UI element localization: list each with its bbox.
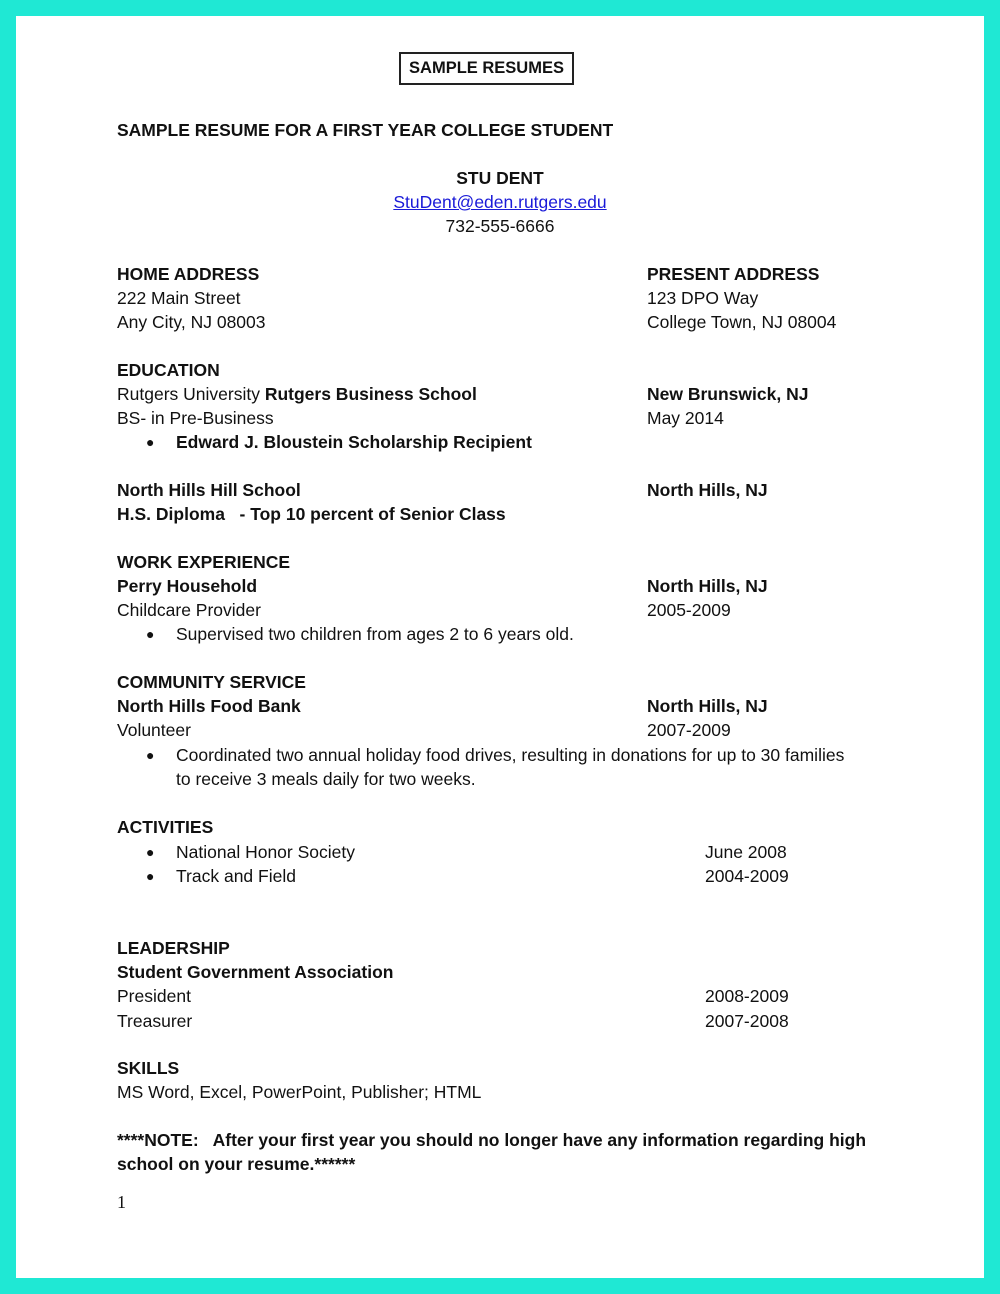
phone-number: 732-555-6666 <box>445 216 555 236</box>
leadership-role: President <box>117 986 191 1006</box>
sample-resumes-title: SAMPLE RESUMES <box>399 52 574 85</box>
activity-name: Track and Field <box>176 866 296 886</box>
present-address-line2: College Town, NJ 08004 <box>647 312 837 332</box>
activity-name: National Honor Society <box>176 842 355 862</box>
bullet-icon: ● <box>146 434 155 450</box>
note-line2: school on your resume.****** <box>117 1154 356 1174</box>
degree: BS- in Pre-Business <box>117 408 274 428</box>
present-address-line1: 123 DPO Way <box>647 288 759 308</box>
work-dates: 2005-2009 <box>647 600 731 620</box>
university-name: Rutgers University <box>117 384 265 404</box>
work-role: Childcare Provider <box>117 600 261 620</box>
education-heading: EDUCATION <box>117 360 220 380</box>
leadership-dates: 2007-2008 <box>705 1011 789 1031</box>
bullet-icon: ● <box>146 868 155 884</box>
home-address-line2: Any City, NJ 08003 <box>117 312 266 332</box>
high-school-location: North Hills, NJ <box>647 480 768 500</box>
community-role: Volunteer <box>117 720 191 740</box>
high-school-diploma: H.S. Diploma - Top 10 percent of Senior Class <box>117 504 506 524</box>
community-bullet-line2: to receive 3 meals daily for two weeks. <box>176 769 476 789</box>
page-number: 1 <box>117 1192 126 1212</box>
community-location: North Hills, NJ <box>647 696 768 716</box>
leadership-org: Student Government Association <box>117 962 394 982</box>
skills-heading: SKILLS <box>117 1058 180 1078</box>
resume-subtitle: SAMPLE RESUME FOR A FIRST YEAR COLLEGE STUDENT <box>117 120 614 140</box>
applicant-name: STU DENT <box>456 168 544 188</box>
leadership-heading: LEADERSHIP <box>117 938 230 958</box>
present-address-heading: PRESENT ADDRESS <box>647 264 820 284</box>
email-link[interactable]: StuDent@eden.rutgers.edu <box>393 192 607 212</box>
school-name: Rutgers Business School <box>264 384 477 404</box>
note-line1: ****NOTE: After your first year you should no longer have any information regarding high <box>117 1130 867 1150</box>
bullet-icon: ● <box>146 747 155 763</box>
work-bullet: Supervised two children from ages 2 to 6 years old. <box>176 624 574 644</box>
high-school-name: North Hills Hill School <box>117 480 301 500</box>
bullet-icon: ● <box>146 626 155 642</box>
university-location: New Brunswick, NJ <box>647 384 809 404</box>
leadership-role: Treasurer <box>117 1011 193 1031</box>
activities-heading: ACTIVITIES <box>117 817 214 837</box>
home-address-heading: HOME ADDRESS <box>117 264 260 284</box>
leadership-dates: 2008-2009 <box>705 986 789 1006</box>
activity-date: 2004-2009 <box>705 866 789 886</box>
work-employer: Perry Household <box>117 576 258 596</box>
community-bullet-line1: Coordinated two annual holiday food drives, resulting in donations for up to 30 families <box>176 745 845 765</box>
community-org: North Hills Food Bank <box>117 696 301 716</box>
graduation-date: May 2014 <box>647 408 724 428</box>
home-address-line1: 222 Main Street <box>117 288 241 308</box>
community-heading: COMMUNITY SERVICE <box>117 672 306 692</box>
skills-list: MS Word, Excel, PowerPoint, Publisher; HTML <box>117 1082 482 1102</box>
scholarship: Edward J. Bloustein Scholarship Recipient <box>176 432 532 452</box>
work-location: North Hills, NJ <box>647 576 768 596</box>
activity-date: June 2008 <box>705 842 787 862</box>
work-heading: WORK EXPERIENCE <box>117 552 291 572</box>
community-dates: 2007-2009 <box>647 720 731 740</box>
university-line <box>117 383 477 405</box>
bullet-icon: ● <box>146 844 155 860</box>
